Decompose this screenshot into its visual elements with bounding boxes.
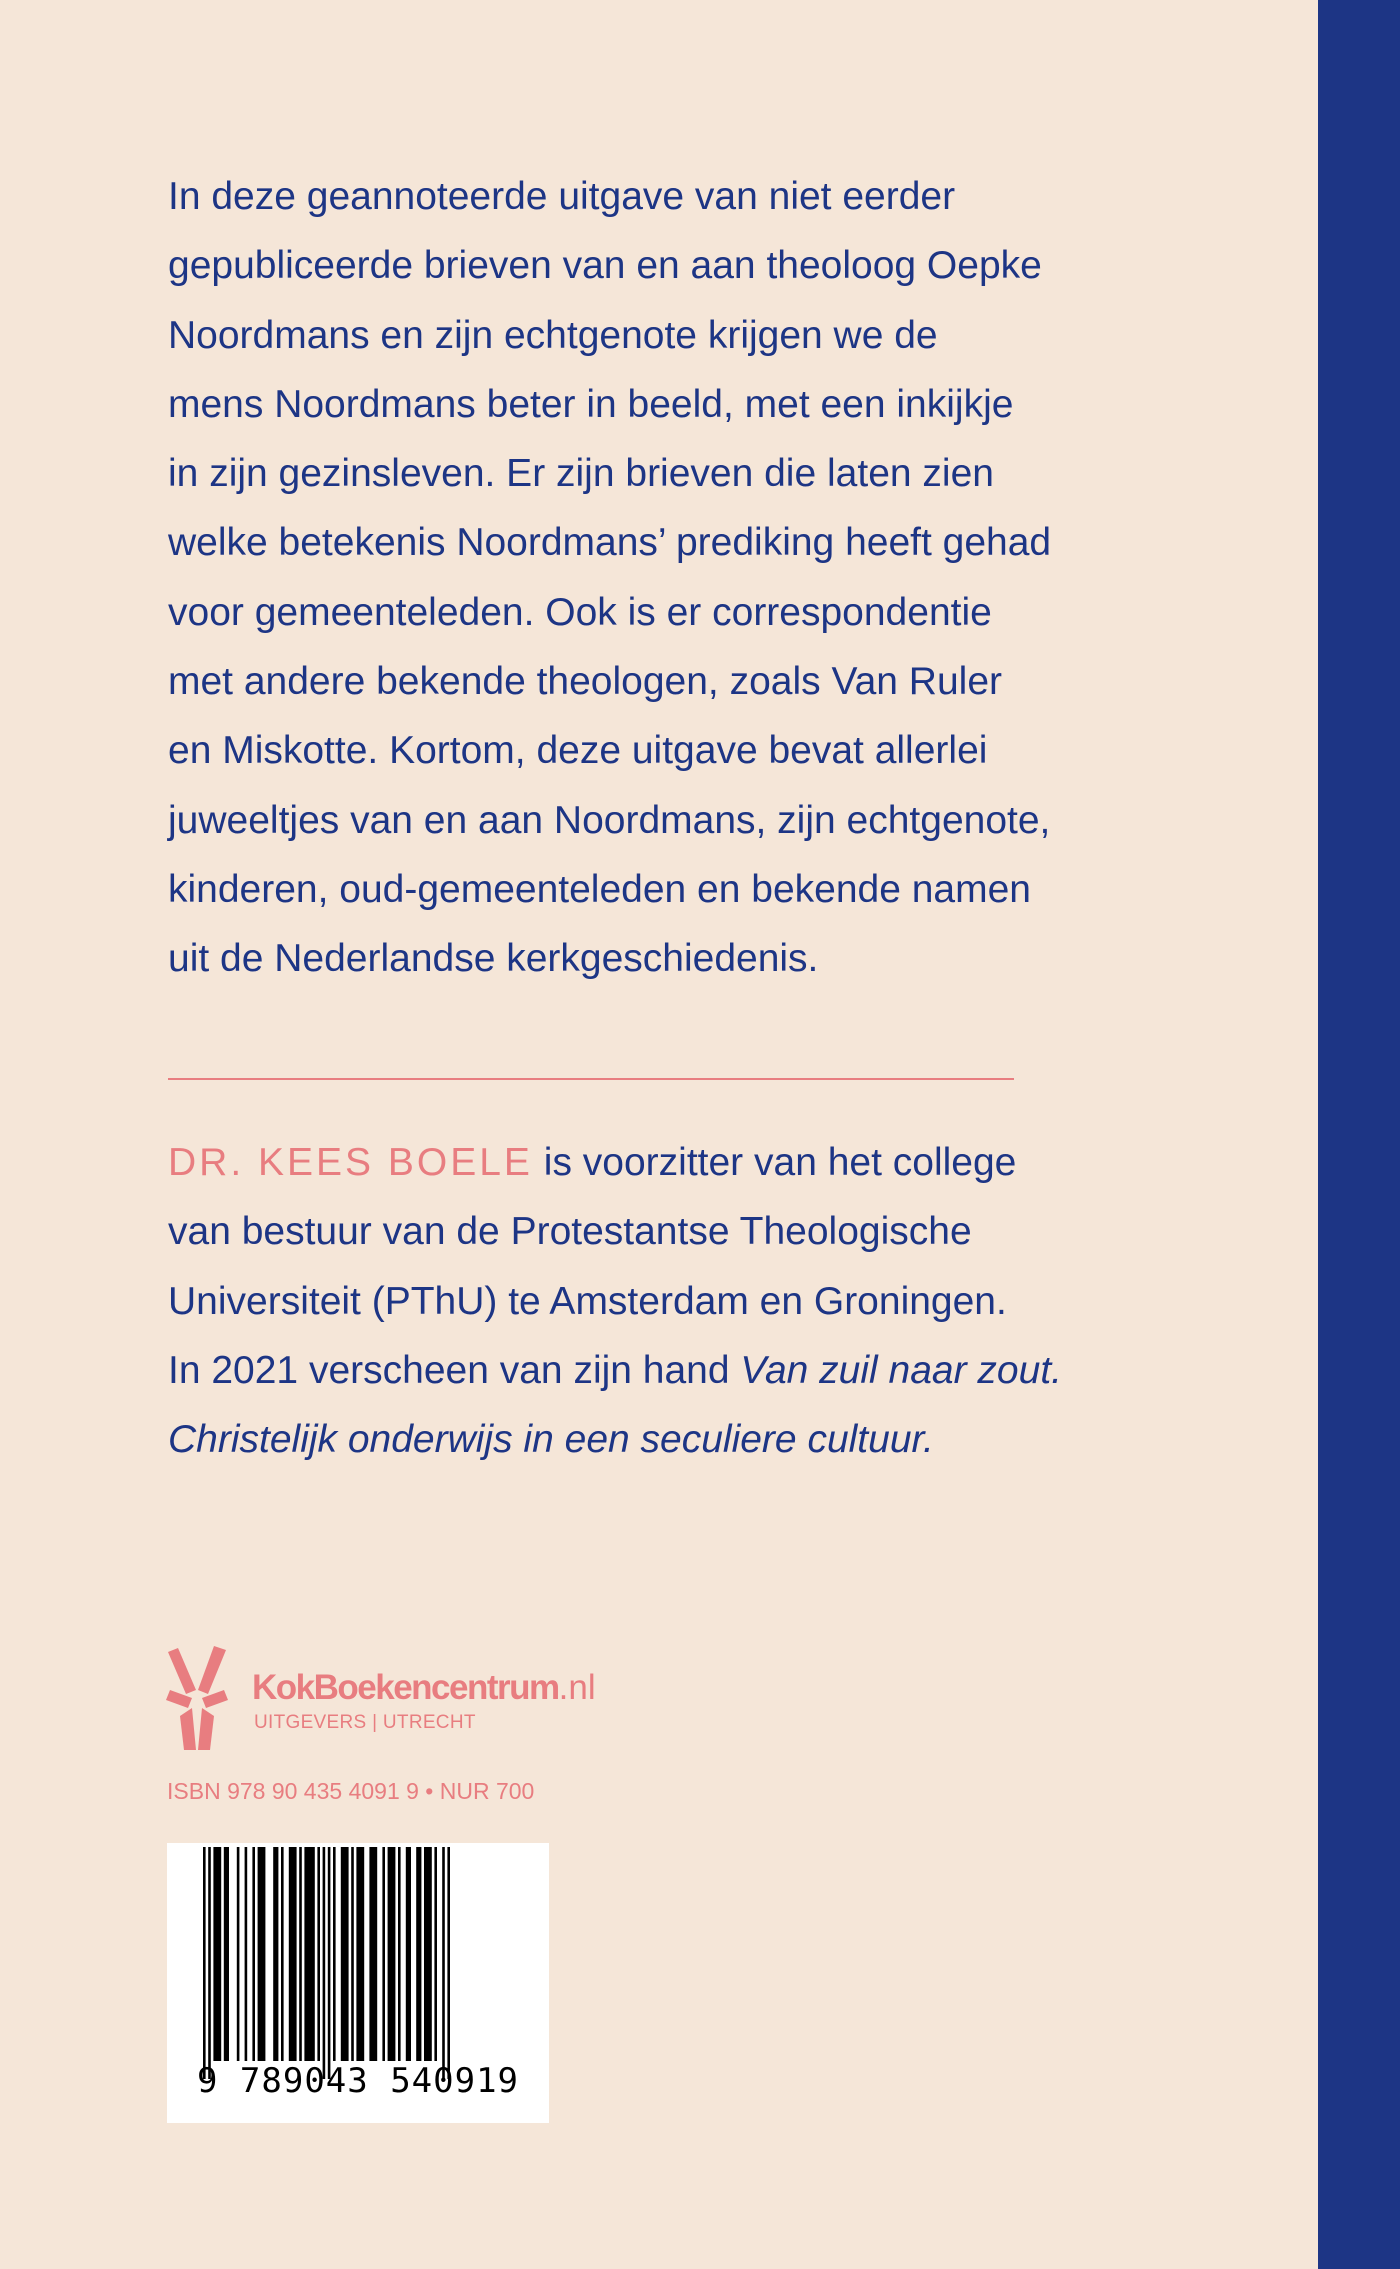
- barcode-guard-bar: [447, 1847, 450, 2079]
- publisher-tld: .nl: [558, 1668, 596, 1707]
- blurb-line: uit de Nederlandse kerkgeschiedenis.: [168, 937, 819, 981]
- barcode-bar: [245, 1847, 248, 2061]
- barcode-bar: [258, 1847, 266, 2061]
- kokboekencentrum-logo-mark-icon: [166, 1646, 228, 1752]
- barcode-bar: [416, 1847, 421, 2061]
- barcode-bar: [434, 1847, 437, 2061]
- blurb-line: welke betekenis Noordmans’ prediking heeft gehad: [168, 521, 1052, 565]
- blurb-line: juweeltjes van en aan Noordmans, zijn echtgenote,: [168, 798, 1051, 842]
- barcode-bar: [304, 1847, 314, 2061]
- book-title-part-1: Van zuil naar zout.: [740, 1348, 1062, 1392]
- book-title-part-2: Christelijk onderwijs in een seculiere cultuur.: [168, 1418, 934, 1462]
- blurb-line: en Miskotte. Kortom, deze uitgave bevat allerlei: [168, 729, 988, 773]
- blurb-line: In deze geannoteerde uitgave van niet eerder: [168, 175, 956, 218]
- barcode-bar: [356, 1847, 364, 2061]
- barcode-bar: [237, 1847, 240, 2061]
- publisher-name: [252, 1668, 596, 1708]
- bio-line: is voorzitter van het college: [532, 1141, 1017, 1184]
- publisher-name-text: KokBoekencentrum: [252, 1668, 559, 1707]
- barcode-bar: [406, 1847, 411, 2061]
- barcode-bar: [299, 1847, 302, 2061]
- barcode-bar: [369, 1847, 377, 2061]
- barcode: [167, 1843, 549, 2123]
- spine-color-band: [1318, 0, 1400, 2269]
- barcode-bar: [333, 1847, 336, 2061]
- barcode-guard-bar: [328, 1847, 331, 2079]
- author-name: DR. KEES BOELE: [168, 1141, 533, 1184]
- author-bio: [168, 1128, 1068, 1474]
- barcode-bar: [289, 1847, 297, 2061]
- bio-line: Universiteit (PThU) te Amsterdam en Groningen.: [168, 1279, 1007, 1323]
- bio-line: van bestuur van de Protestantse Theologische: [168, 1210, 972, 1254]
- barcode-bar: [224, 1847, 229, 2061]
- publisher-subtitle: UITGEVERS | UTRECHT: [254, 1712, 476, 1733]
- barcode-bar: [317, 1847, 320, 2061]
- barcode-bar: [424, 1847, 432, 2061]
- barcode-guard-bar: [203, 1847, 206, 2079]
- isbn-nur-line: ISBN 978 90 435 4091 9 • NUR 700: [167, 1778, 535, 1804]
- barcode-bar: [273, 1847, 278, 2061]
- barcode-guard-bar: [323, 1847, 326, 2079]
- barcode-bar: [351, 1847, 354, 2061]
- bio-line: In 2021 verscheen van zijn hand: [168, 1348, 741, 1392]
- barcode-bar: [341, 1847, 349, 2061]
- barcode-bar: [252, 1847, 255, 2061]
- blurb-line: mens Noordmans beter in beeld, met een inkijkje: [168, 382, 1014, 426]
- back-cover-blurb: [168, 162, 1068, 994]
- barcode-guard-bar: [208, 1847, 211, 2079]
- barcode-bar: [388, 1847, 396, 2061]
- blurb-line: voor gemeenteleden. Ook is er correspondentie: [168, 590, 992, 634]
- barcode-digits: 9 789043 540919: [196, 2061, 520, 2101]
- barcode-bar: [398, 1847, 401, 2061]
- publisher-logo: [166, 1646, 686, 1756]
- barcode-bar: [213, 1847, 221, 2061]
- blurb-line: in zijn gezinsleven. Er zijn brieven die laten zien: [168, 452, 994, 496]
- barcode-guard-bar: [442, 1847, 445, 2079]
- barcode-bar: [382, 1847, 385, 2061]
- barcode-bar: [281, 1847, 284, 2061]
- blurb-line: kinderen, oud-gemeenteleden en bekende namen: [168, 867, 1031, 911]
- section-divider: [168, 1078, 1014, 1080]
- blurb-line: met andere bekende theologen, zoals Van Ruler: [168, 660, 1003, 704]
- blurb-line: Noordmans en zijn echtgenote krijgen we de: [168, 313, 938, 357]
- blurb-line: gepubliceerde brieven van en aan theoloog Oepke: [168, 244, 1042, 288]
